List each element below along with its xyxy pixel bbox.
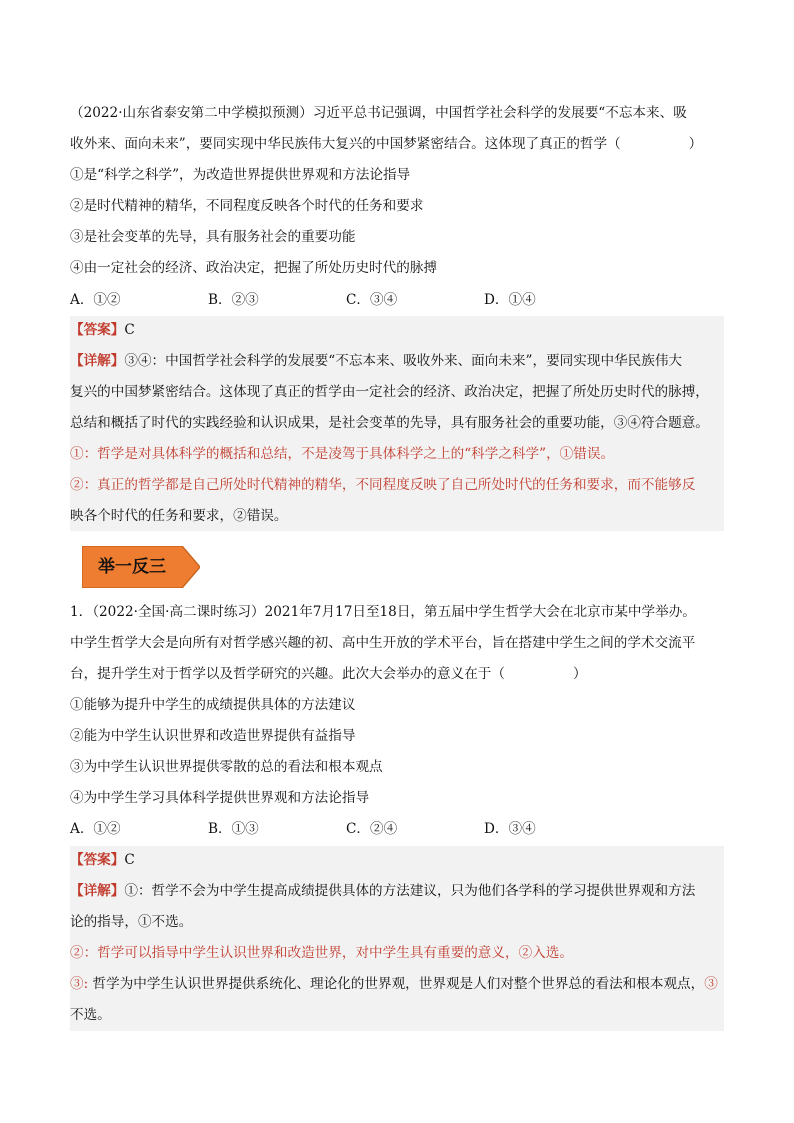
q1-option-b: B．②③ bbox=[208, 292, 259, 308]
q1-option-d: D．①④ bbox=[484, 292, 536, 308]
q1-options bbox=[70, 290, 724, 310]
q1-detail-label: 【详解】 bbox=[70, 353, 125, 369]
q1-stem-line-1: （2022·山东省泰安第二中学模拟预测）习近平总书记强调，中国哲学社会科学的发展要“不忘本来、吸 bbox=[70, 105, 687, 121]
banner-label: 举一反三 bbox=[98, 557, 166, 577]
q2-detail-line-1 bbox=[70, 881, 724, 901]
q1-answer bbox=[70, 320, 724, 340]
q2-option-a: A．①② bbox=[70, 821, 121, 837]
q2-last-line: 不选。 bbox=[70, 1007, 111, 1023]
q2-red-prefix: ③: bbox=[70, 976, 89, 992]
q2-stem-line-2: 中学生哲学大会是向所有对哲学感兴趣的初、高中生开放的学术平台，旨在搭建中学生之间的学术交流平 bbox=[70, 635, 696, 651]
q1-option-a: A．①② bbox=[70, 292, 121, 308]
q1-detail-line-3: 总结和概括了时代的实践经验和认识成果，是社会变革的先导，具有服务社会的重要功能，③④符合题意。 bbox=[70, 415, 709, 431]
q2-answer-label: 【答案】 bbox=[70, 852, 125, 868]
q1-red-line-3: 映各个时代的任务和要求，②错误。 bbox=[70, 508, 288, 524]
q1-item-4: ④由一定社会的经济、政治决定，把握了所处历史时代的脉搏 bbox=[70, 260, 438, 276]
q2-mixed-line-tail: ③ bbox=[704, 976, 718, 992]
q2-item-4: ④为中学生学习具体科学提供世界观和方法论指导 bbox=[70, 790, 370, 806]
q2-option-c: C．②④ bbox=[346, 821, 398, 837]
q1-item-2: ②是时代精神的精华，不同程度反映各个时代的任务和要求 bbox=[70, 198, 424, 214]
q2-options bbox=[70, 819, 724, 839]
q1-answer-label: 【答案】 bbox=[70, 322, 125, 338]
q2-detail-line-2: 论的指导，①不选。 bbox=[70, 914, 193, 930]
q1-item-3: ③是社会变革的先导，具有服务社会的重要功能 bbox=[70, 229, 356, 245]
q1-option-c: C．③④ bbox=[346, 292, 398, 308]
q1-stem-line-2: 收外来、面向未来”，要同实现中华民族伟大复兴的中国梦紧密结合。这体现了真正的哲学（ ） bbox=[70, 136, 703, 152]
q2-answer bbox=[70, 850, 724, 870]
q2-answer-value: C bbox=[124, 852, 135, 868]
q2-red-line-1: ②：哲学可以指导中学生认识世界和改造世界，对中学生具有重要的意义，②入选。 bbox=[70, 945, 573, 961]
q2-option-d: D．③④ bbox=[484, 821, 536, 837]
q1-item-1: ①是“科学之科学”，为改造世界提供世界观和方法论指导 bbox=[70, 167, 411, 183]
q1-answer-box bbox=[70, 316, 724, 531]
q2-detail-label: 【详解】 bbox=[70, 883, 125, 899]
q2-item-3: ③为中学生认识世界提供零散的总的看法和根本观点 bbox=[70, 759, 383, 775]
q2-item-1: ①能够为提升中学生的成绩提供具体的方法建议 bbox=[70, 697, 356, 713]
q2-answer-box bbox=[70, 846, 724, 1031]
q1-red-line-2: ②：真正的哲学都是自己所处时代精神的精华，不同程度反映了自己所处时代的任务和要求，而不能够反 bbox=[70, 477, 696, 493]
q2-detail-text-1: ①：哲学不会为中学生提高成绩提供具体的方法建议，只为他们各学科的学习提供世界观和方法 bbox=[124, 883, 696, 899]
q2-stem-line-3: 台，提升学生对于哲学以及哲学研究的兴趣。此次大会举办的意义在于（ ） bbox=[70, 666, 587, 682]
q2-stem-line-1: 1．（2022·全国·高二课时练习）2021年7月17日至18日，第五届中学生哲学大会在北京市某中学举办。 bbox=[70, 604, 696, 620]
q1-red-line-1: ①：哲学是对具体科学的概括和总结，不是凌驾于具体科学之上的“科学之科学”，①错误。 bbox=[70, 446, 615, 462]
q2-mixed-line bbox=[70, 974, 724, 994]
q2-option-b: B．①③ bbox=[208, 821, 259, 837]
q1-detail-line-2: 复兴的中国梦紧密结合。这体现了真正的哲学由一定社会的经济、政治决定，把握了所处历史时代的脉搏， bbox=[70, 384, 709, 400]
q2-item-2: ②能为中学生认识世界和改造世界提供有益指导 bbox=[70, 728, 356, 744]
q2-mixed-line-rest: 哲学为中学生认识世界提供系统化、理论化的世界观，世界观是人们对整个世界总的看法和根本观点， bbox=[88, 976, 705, 992]
section-banner bbox=[82, 546, 200, 588]
q1-answer-value: C bbox=[124, 322, 135, 338]
q1-detail-text-1: ③④：中国哲学社会科学的发展要“不忘本来、吸收外来、面向未来”，要同实现中华民族伟大 bbox=[124, 353, 683, 369]
q1-detail-line-1 bbox=[70, 351, 724, 371]
